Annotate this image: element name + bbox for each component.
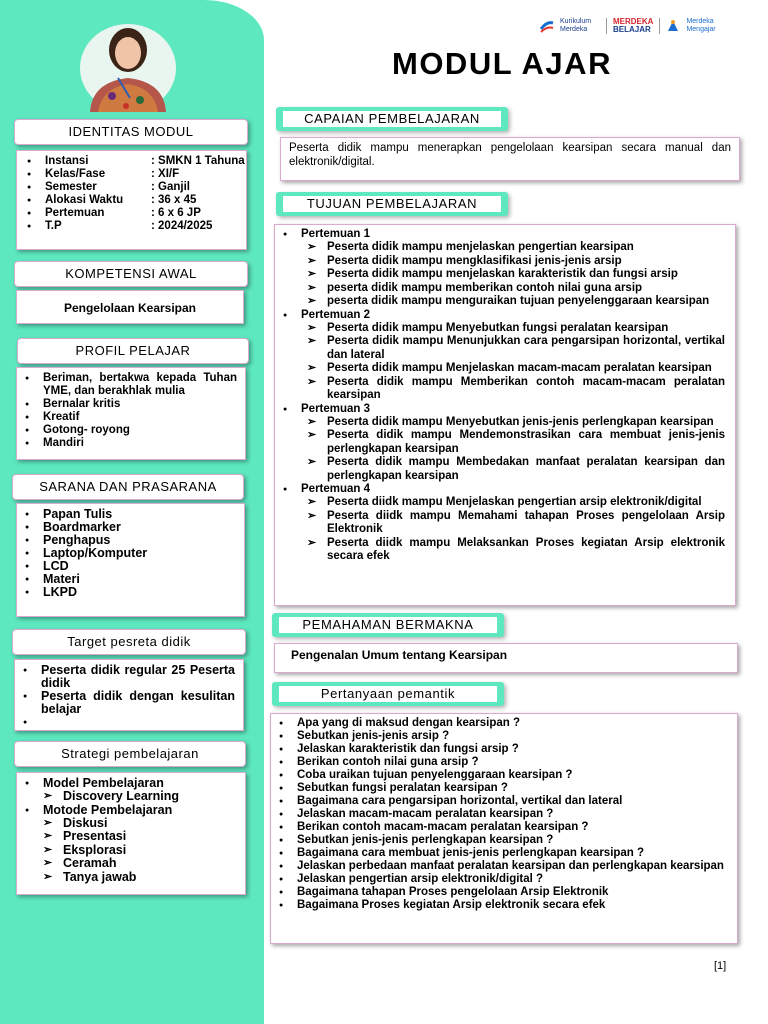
identitas-header: IDENTITAS MODUL	[14, 119, 248, 145]
sarana-header: SARANA DAN PRASARANA	[12, 474, 244, 500]
tujuan-group	[275, 483, 725, 564]
pertanyaan-item: ● Berikan contoh nilai guna arsip ?	[271, 756, 737, 769]
pertanyaan-item: ● Jelaskan perbedaan manfaat peralatan kearsipan dan perlengkapan kearsipan	[271, 860, 737, 873]
logo-strip	[540, 18, 726, 34]
tujuan-sublist	[299, 416, 725, 484]
identitas-value: : 36 x 45	[151, 194, 197, 206]
identitas-row	[17, 207, 246, 220]
tujuan-group	[275, 309, 725, 403]
pertanyaan-item: ● Jelaskan macam-macam peralatan kearsipan ?	[271, 808, 737, 821]
identitas-key: ● T.P	[17, 220, 151, 233]
kompetensi-header: KOMPETENSI AWAL	[14, 261, 248, 287]
tujuan-item: ➢ Peserta diidk mampu Melaksankan Proses kegiatan Arsip elektronik secara efek	[299, 537, 725, 564]
strategi-sublist	[35, 790, 245, 804]
target-header: Target pesreta didik	[12, 629, 246, 655]
identitas-value: : 6 x 6 JP	[151, 207, 201, 219]
tujuan-item: ➢ Peserta didik mampu Menyebutkan fungsi peralatan kearsipan	[299, 322, 725, 336]
identitas-key: ● Alokasi Waktu	[17, 194, 151, 207]
pertanyaan-item: ● Sebutkan fungsi peralatan kearsipan ?	[271, 782, 737, 795]
tujuan-item: ➢ Peserta diidk mampu Menjelaskan pengertian arsip elektronik/digital	[299, 496, 725, 510]
identitas-key: ● Kelas/Fase	[17, 168, 151, 181]
page-number: [1]	[714, 960, 727, 972]
sarana-item: ● LKPD	[17, 586, 244, 599]
strategi-item: ➢ Eksplorasi	[35, 844, 245, 858]
strategi-item: ➢ Discovery Learning	[35, 790, 245, 804]
identitas-value: : 2024/2025	[151, 220, 213, 232]
identitas-key: ● Pertemuan	[17, 207, 151, 220]
target-item: ● Peserta didik dengan kesulitan belajar	[15, 690, 235, 716]
strategi-sublist	[35, 817, 245, 885]
tujuan-item: ➢ Peserta didik mampu Menunjukkan cara pengarsipan horizontal, vertikal dan lateral	[299, 335, 725, 362]
strategi-group	[17, 804, 245, 885]
tujuan-item: ➢ Peserta didik mampu Menyebutkan jenis-jenis perlengkapan kearsipan	[299, 416, 725, 430]
tujuan-group	[275, 228, 725, 309]
tujuan-item: ➢ Peserta didik mampu Memberikan contoh macam-macam peralatan kearsipan	[299, 376, 725, 403]
pertanyaan-item: ● Berikan contoh macam-macam peralatan kearsipan ?	[271, 821, 737, 834]
tujuan-item: ➢ Peserta diidk mampu Memahami tahapan Proses pengelolaan Arsip Elektronik	[299, 510, 725, 537]
pertanyaan-item: ● Bagaimana cara pengarsipan horizontal, vertikal dan lateral	[271, 795, 737, 808]
profil-item: ● Beriman, bertakwa kepada Tuhan YME, dan berakhlak mulia	[17, 372, 237, 398]
pertanyaan-box	[270, 713, 738, 944]
capaian-header: CAPAIAN PEMBELAJARAN	[276, 107, 508, 131]
strategi-item: ➢ Tanya jawab	[35, 871, 245, 885]
strategi-box	[16, 772, 246, 895]
tujuan-item: ➢ Peserta didik mampu menjelaskan pengertian kearsipan	[299, 241, 725, 255]
pertanyaan-item: ● Sebutkan jenis-jenis arsip ?	[271, 730, 737, 743]
identitas-row	[17, 181, 246, 194]
identitas-value: : Ganjil	[151, 181, 190, 193]
profil-item: ● Gotong- royong	[17, 424, 237, 437]
identitas-key: ● Semester	[17, 181, 151, 194]
identitas-row	[17, 194, 246, 207]
profil-item: ● Bernalar kritis	[17, 398, 237, 411]
tujuan-item: ➢ Peserta didik mampu Menjelaskan macam-macam peralatan kearsipan	[299, 362, 725, 376]
tujuan-pertemuan-label: ● Pertemuan 1	[275, 228, 725, 241]
profil-item: ● Mandiri	[17, 437, 237, 450]
tujuan-group	[275, 403, 725, 484]
sarana-item: ● Laptop/Komputer	[17, 547, 244, 560]
tujuan-item: ➢ Peserta didik mampu menjelaskan karakteristik dan fungsi arsip	[299, 268, 725, 282]
pertanyaan-item: ● Bagaimana cara membuat jenis-jenis perlengkapan kearsipan ?	[271, 847, 737, 860]
pertanyaan-item: ● Apa yang di maksud dengan kearsipan ?	[271, 717, 737, 730]
strategi-group-label: ● Motode Pembelajaran	[17, 804, 245, 817]
kurikulum-merdeka-logo-icon	[540, 19, 554, 33]
strategi-group-label: ● Model Pembelajaran	[17, 777, 245, 790]
identitas-key: ● Instansi	[17, 155, 151, 168]
identitas-row	[17, 155, 246, 168]
sarana-item: ● Papan Tulis	[17, 508, 244, 521]
pertanyaan-item: ● Jelaskan pengertian arsip elektronik/digital ?	[271, 873, 737, 886]
target-item: ● Peserta didik regular 25 Peserta didik	[15, 664, 235, 690]
tujuan-header: TUJUAN PEMBELAJARAN	[276, 192, 508, 216]
capaian-text: Peserta didik mampu menerapkan pengelolaan kearsipan secara manual dan elektronik/digital.	[280, 137, 740, 181]
strategi-header: Strategi pembelajaran	[14, 741, 246, 767]
tujuan-pertemuan-label: ● Pertemuan 2	[275, 309, 725, 322]
pertanyaan-item: ● Bagaimana tahapan Proses pengelolaan Arsip Elektronik	[271, 886, 737, 899]
target-box	[14, 659, 244, 731]
tujuan-sublist	[299, 322, 725, 403]
identitas-row	[17, 168, 246, 181]
tujuan-item: ➢ peserta didik mampu menguraikan tujuan penyelenggaraan kearsipan	[299, 295, 725, 309]
profil-header: PROFIL PELAJAR	[17, 338, 249, 364]
pemahaman-header: PEMAHAMAN BERMAKNA	[272, 613, 504, 637]
strategi-group	[17, 777, 245, 804]
strategi-item: ➢ Diskusi	[35, 817, 245, 831]
identitas-box	[16, 150, 247, 250]
teacher-photo	[78, 20, 178, 112]
tujuan-pertemuan-label: ● Pertemuan 4	[275, 483, 725, 496]
pertanyaan-item: ● Coba uraikan tujuan penyelenggaraan kearsipan ?	[271, 769, 737, 782]
sarana-box	[16, 503, 245, 617]
tujuan-item: ➢ Peserta didik mampu Membedakan manfaat peralatan kearsipan dan perlengkapan kearsipan	[299, 456, 725, 483]
pertanyaan-header: Pertanyaan pemantik	[272, 682, 504, 706]
profil-box	[16, 367, 246, 460]
merdeka-mengajar-logo-icon	[666, 19, 680, 33]
tujuan-box	[274, 224, 736, 606]
identitas-value: : XI/F	[151, 168, 180, 180]
strategi-item: ➢ Ceramah	[35, 857, 245, 871]
pertanyaan-item: ● Bagaimana Proses kegiatan Arsip elektronik secara efek	[271, 899, 737, 912]
sarana-item: ● LCD	[17, 560, 244, 573]
profil-item: ● Kreatif	[17, 411, 237, 424]
tujuan-sublist	[299, 496, 725, 564]
kurikulum-merdeka-logo-text: Kurikulum Merdeka	[560, 18, 592, 33]
pertanyaan-item: ● Jelaskan karakteristik dan fungsi arsip ?	[271, 743, 737, 756]
sarana-item: ● Penghapus	[17, 534, 244, 547]
merdeka-mengajar-logo-text: Merdeka Mengajar	[686, 18, 716, 33]
sarana-item: ● Boardmarker	[17, 521, 244, 534]
target-item	[15, 716, 235, 729]
tujuan-item: ➢ peserta didik mampu memberikan contoh nilai guna arsip	[299, 282, 725, 296]
page-title: MODUL AJAR	[392, 46, 612, 81]
pemahaman-text: Pengenalan Umum tentang Kearsipan	[274, 643, 738, 673]
kompetensi-text: Pengelolaan Kearsipan	[16, 290, 244, 324]
pertanyaan-item: ● Sebutkan jenis-jenis perlengkapan kearsipan ?	[271, 834, 737, 847]
identitas-row	[17, 220, 246, 233]
tujuan-item: ➢ Peserta didik mampu mengklasifikasi jenis-jenis arsip	[299, 255, 725, 269]
merdeka-belajar-logo: MERDEKA BELAJAR	[613, 17, 654, 34]
tujuan-pertemuan-label: ● Pertemuan 3	[275, 403, 725, 416]
sarana-item: ● Materi	[17, 573, 244, 586]
identitas-value: : SMKN 1 Tahuna	[151, 155, 245, 167]
tujuan-item: ➢ Peserta didik mampu Mendemonstrasikan cara membuat jenis-jenis perlengkapan kearsipan	[299, 429, 725, 456]
strategi-item: ➢ Presentasi	[35, 830, 245, 844]
tujuan-sublist	[299, 241, 725, 309]
